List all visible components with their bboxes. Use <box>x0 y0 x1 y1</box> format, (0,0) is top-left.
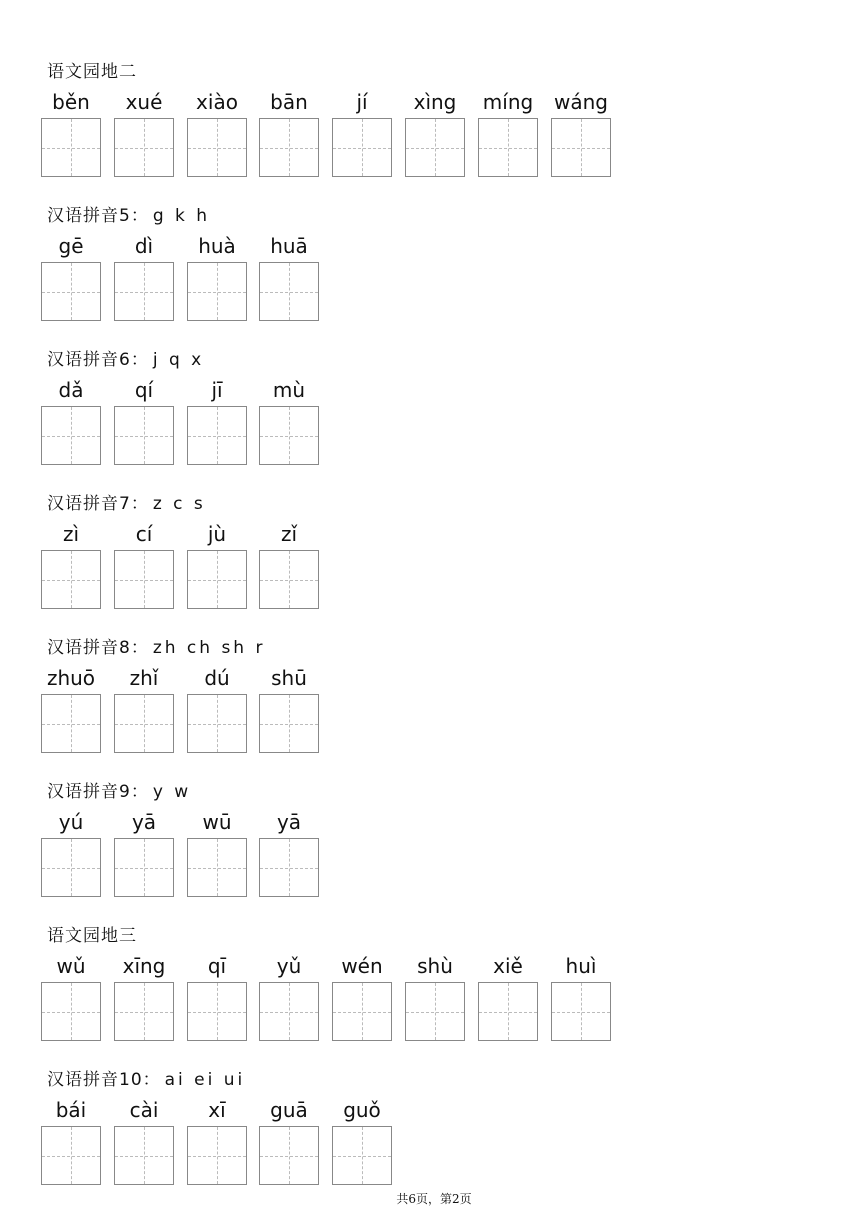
pinyin-cell <box>259 234 319 321</box>
tianzige-writing-box[interactable] <box>405 118 465 177</box>
pinyin-cell <box>332 1098 392 1185</box>
tianzige-writing-box[interactable] <box>332 1126 392 1185</box>
pinyin-label: guǒ <box>343 1098 381 1122</box>
pinyin-label: yú <box>58 810 84 834</box>
pinyin-cell <box>332 954 392 1041</box>
section-letters: zh ch sh r <box>152 638 266 658</box>
pinyin-cell <box>187 90 247 177</box>
tianzige-writing-box[interactable] <box>187 262 247 321</box>
section-heading <box>47 1070 245 1090</box>
pinyin-label: shū <box>271 666 307 690</box>
pinyin-label: jī <box>211 378 223 402</box>
pinyin-label: dú <box>204 666 230 690</box>
pinyin-label: dì <box>134 234 154 258</box>
tianzige-writing-box[interactable] <box>114 1126 174 1185</box>
tianzige-writing-box[interactable] <box>478 982 538 1041</box>
tianzige-writing-box[interactable] <box>114 550 174 609</box>
pinyin-cell <box>478 90 538 177</box>
tianzige-writing-box[interactable] <box>259 1126 319 1185</box>
pinyin-label: bái <box>55 1098 87 1122</box>
tianzige-writing-box[interactable] <box>259 262 319 321</box>
pinyin-label: xiào <box>196 90 238 114</box>
pinyin-cell <box>41 666 101 753</box>
tianzige-writing-box[interactable] <box>41 694 101 753</box>
section-heading <box>47 494 206 514</box>
pinyin-cell <box>187 234 247 321</box>
section-heading <box>47 782 191 802</box>
pinyin-cell <box>259 954 319 1041</box>
tianzige-writing-box[interactable] <box>259 406 319 465</box>
pinyin-label: wū <box>202 810 232 834</box>
tianzige-writing-box[interactable] <box>114 406 174 465</box>
pinyin-label: xī <box>208 1098 226 1122</box>
tianzige-writing-box[interactable] <box>187 694 247 753</box>
section-letters: g k h <box>152 206 211 226</box>
tianzige-writing-box[interactable] <box>187 838 247 897</box>
pinyin-cell <box>41 810 101 897</box>
pinyin-cell <box>41 954 101 1041</box>
pinyin-label: qī <box>207 954 227 978</box>
section-letters: z c s <box>152 494 206 514</box>
pinyin-cell <box>187 378 247 465</box>
section-title: 汉语拼音5： <box>47 206 149 226</box>
section-heading <box>47 62 141 82</box>
tianzige-writing-box[interactable] <box>478 118 538 177</box>
pinyin-label: shù <box>417 954 453 978</box>
pinyin-cell <box>187 522 247 609</box>
section-title: 语文园地三 <box>47 926 137 946</box>
tianzige-writing-box[interactable] <box>259 118 319 177</box>
pinyin-label: qí <box>134 378 154 402</box>
pinyin-cell <box>114 666 174 753</box>
pinyin-cell <box>478 954 538 1041</box>
tianzige-writing-box[interactable] <box>114 982 174 1041</box>
tianzige-writing-box[interactable] <box>187 1126 247 1185</box>
section-letters: y w <box>152 782 192 802</box>
tianzige-writing-box[interactable] <box>114 694 174 753</box>
section-letters: ai ei ui <box>164 1070 246 1090</box>
pinyin-label: xīng <box>122 954 166 978</box>
pinyin-label: cí <box>135 522 153 546</box>
tianzige-writing-box[interactable] <box>41 982 101 1041</box>
tianzige-writing-box[interactable] <box>187 406 247 465</box>
pinyin-label: xiě <box>493 954 523 978</box>
pinyin-label: yǔ <box>276 954 302 978</box>
pinyin-cell <box>259 666 319 753</box>
pinyin-cell <box>41 90 101 177</box>
pinyin-label: cài <box>129 1098 159 1122</box>
pinyin-label: huā <box>270 234 308 258</box>
page-footer: 共6页，第2页 <box>396 1192 472 1206</box>
tianzige-writing-box[interactable] <box>332 118 392 177</box>
section-title: 汉语拼音9： <box>47 782 149 802</box>
tianzige-writing-box[interactable] <box>41 406 101 465</box>
pinyin-cell <box>405 954 465 1041</box>
pinyin-cell <box>332 90 392 177</box>
tianzige-writing-box[interactable] <box>259 550 319 609</box>
pinyin-label: huì <box>565 954 597 978</box>
section-title: 汉语拼音6： <box>47 350 149 370</box>
pinyin-cell <box>114 954 174 1041</box>
pinyin-label: běn <box>52 90 90 114</box>
pinyin-cell <box>41 522 101 609</box>
pinyin-label: bān <box>270 90 308 114</box>
tianzige-writing-box[interactable] <box>187 118 247 177</box>
pinyin-cell <box>187 954 247 1041</box>
pinyin-cell <box>259 1098 319 1185</box>
pinyin-label: zǐ <box>280 522 298 546</box>
tianzige-writing-box[interactable] <box>41 1126 101 1185</box>
pinyin-cell <box>114 378 174 465</box>
tianzige-writing-box[interactable] <box>41 838 101 897</box>
tianzige-writing-box[interactable] <box>259 694 319 753</box>
pinyin-label: xué <box>125 90 163 114</box>
tianzige-writing-box[interactable] <box>332 982 392 1041</box>
pinyin-cell <box>405 90 465 177</box>
tianzige-writing-box[interactable] <box>114 838 174 897</box>
section-heading <box>47 206 210 226</box>
tianzige-writing-box[interactable] <box>187 982 247 1041</box>
pinyin-cell <box>187 1098 247 1185</box>
pinyin-label: zì <box>62 522 80 546</box>
pinyin-cell <box>41 234 101 321</box>
section-heading <box>47 638 265 658</box>
pinyin-cell <box>114 234 174 321</box>
pinyin-label: yā <box>131 810 157 834</box>
pinyin-label: wén <box>341 954 383 978</box>
pinyin-label: gē <box>58 234 84 258</box>
pinyin-cell <box>187 666 247 753</box>
pinyin-label: huà <box>198 234 236 258</box>
pinyin-cell <box>187 810 247 897</box>
tianzige-writing-box[interactable] <box>41 118 101 177</box>
tianzige-writing-box[interactable] <box>405 982 465 1041</box>
tianzige-writing-box[interactable] <box>41 550 101 609</box>
pinyin-cell <box>41 1098 101 1185</box>
pinyin-label: jù <box>207 522 227 546</box>
pinyin-cell <box>259 378 319 465</box>
pinyin-label: guā <box>270 1098 308 1122</box>
section-title: 汉语拼音8： <box>47 638 149 658</box>
pinyin-label: mù <box>272 378 306 402</box>
section-title: 汉语拼音7： <box>47 494 149 514</box>
tianzige-writing-box[interactable] <box>114 118 174 177</box>
pinyin-label: míng <box>482 90 534 114</box>
tianzige-writing-box[interactable] <box>114 262 174 321</box>
pinyin-cell <box>551 954 611 1041</box>
section-letters: j q x <box>152 350 205 370</box>
pinyin-cell <box>259 90 319 177</box>
pinyin-cell <box>114 810 174 897</box>
pinyin-cell <box>551 90 611 177</box>
section-heading <box>47 926 141 946</box>
pinyin-cell <box>114 90 174 177</box>
pinyin-cell <box>114 522 174 609</box>
tianzige-writing-box[interactable] <box>551 118 611 177</box>
pinyin-label: xìng <box>413 90 457 114</box>
pinyin-cell <box>259 522 319 609</box>
tianzige-writing-box[interactable] <box>187 550 247 609</box>
pinyin-label: dǎ <box>58 378 84 402</box>
pinyin-cell <box>41 378 101 465</box>
pinyin-label: jí <box>356 90 368 114</box>
pinyin-cell <box>259 810 319 897</box>
section-heading <box>47 350 204 370</box>
tianzige-writing-box[interactable] <box>259 982 319 1041</box>
pinyin-cell <box>114 1098 174 1185</box>
section-title: 语文园地二 <box>47 62 137 82</box>
section-title: 汉语拼音10： <box>47 1070 161 1090</box>
pinyin-label: zhǐ <box>129 666 159 690</box>
pinyin-label: zhuō <box>46 666 96 690</box>
pinyin-label: wǔ <box>56 954 86 978</box>
tianzige-writing-box[interactable] <box>41 262 101 321</box>
tianzige-writing-box[interactable] <box>259 838 319 897</box>
pinyin-label: wáng <box>554 90 608 114</box>
tianzige-writing-box[interactable] <box>551 982 611 1041</box>
pinyin-label: yā <box>276 810 302 834</box>
